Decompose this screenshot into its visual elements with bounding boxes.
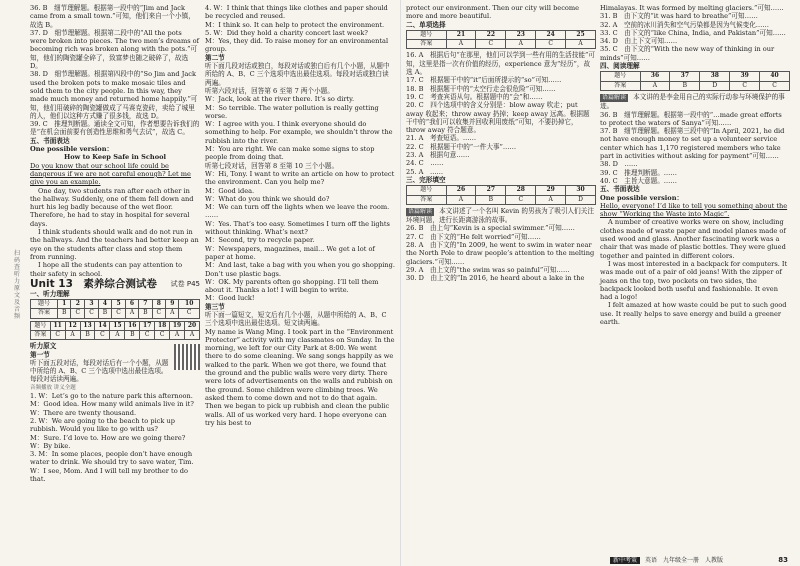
table-cell: 38 bbox=[700, 72, 730, 81]
table-cell: 24 bbox=[536, 30, 566, 39]
table-cell: 29 bbox=[536, 186, 566, 195]
essay-title: How to Keep Safe in School bbox=[63, 153, 167, 162]
table-cell: 3 bbox=[85, 300, 99, 309]
footer bbox=[610, 555, 723, 564]
essay-2-intro: Hello, everyone! I’d like to tell you something about the show “Working the Waste into Magic”. bbox=[600, 201, 788, 219]
table-cell: B bbox=[98, 309, 111, 318]
essay-paragraph: A number of creative works were on show, including clothes made of waste paper and model planes made of used wood and glass. Another fascinating work was a chair that was made of plastic bottles. They were glued together and painted in different colors. bbox=[600, 218, 786, 260]
part-2-label: 第二节 bbox=[205, 53, 225, 62]
answer-item: 36. B 细节理解题。根据第一段中的“Jim and Jack came from a small town.”可知，他们来自一个小镇，故选 B。 bbox=[30, 4, 195, 29]
table-cell: A bbox=[125, 309, 138, 318]
answer-item: 39. C 推理判断题。…… bbox=[600, 168, 677, 177]
cloze-explanations-cont bbox=[600, 4, 790, 62]
table-row-label: 题号 bbox=[31, 300, 58, 309]
dialog-line: M：Good luck! bbox=[205, 294, 255, 303]
table-cell: 10 bbox=[179, 300, 200, 309]
possible-version-label-2: One possible version： bbox=[600, 193, 684, 202]
dialog-line: 1. W：Let’s go to the nature park this afternoon. bbox=[30, 392, 193, 401]
part-3-label: 第三节 bbox=[205, 302, 225, 311]
footer-brand: 新中考策 bbox=[610, 557, 640, 564]
table-cell: 13 bbox=[80, 321, 95, 330]
table-cell: C bbox=[112, 309, 126, 318]
answer-item: 40. C 主旨大意题。…… bbox=[600, 176, 677, 185]
table-cell: 27 bbox=[476, 186, 506, 195]
answer-item: 32. A 空前的冰川消失和空气污染都是因为气候变化…… bbox=[600, 20, 769, 29]
dialog-line: M：You are right. We can make some signs to stop people from doing that. bbox=[205, 145, 375, 162]
table-row-label: 答案 bbox=[601, 81, 641, 90]
column-divider bbox=[400, 0, 401, 566]
table-row-label: 答案 bbox=[31, 330, 51, 339]
table-cell: 17 bbox=[140, 321, 155, 330]
listening-heading: 一、听力理解 bbox=[30, 289, 70, 298]
part-1-label: 第一节 bbox=[30, 350, 50, 359]
section-single-choice: 二、单项选择 bbox=[406, 20, 446, 29]
table-cell: C bbox=[71, 309, 85, 318]
table-cell: B bbox=[125, 330, 140, 339]
answer-item: 22. C 根据题干中的“一件大事”…… bbox=[406, 142, 517, 151]
answer-item: 18. B 根据题干中的“太空行走会很危险”可知…… bbox=[406, 84, 556, 93]
table-cell: B bbox=[80, 330, 95, 339]
dialog-line: W：Yes. That’s too easy. Sometimes I turn off the lights without thinking. What’s next? bbox=[205, 219, 390, 237]
answer-item: 35. C 由下文的“With the new way of thinking in our minds”可知…… bbox=[600, 45, 775, 62]
table-cell: A bbox=[536, 195, 566, 204]
answer-item: Himalayas. It was formed by melting glaciers.”可知…… bbox=[600, 4, 784, 12]
cloze-explanations bbox=[406, 224, 596, 282]
table-row-label: 题号 bbox=[407, 30, 447, 39]
table-cell: C bbox=[760, 81, 790, 90]
table-cell: C bbox=[730, 81, 760, 90]
dialog-line: M：Good idea. bbox=[205, 186, 255, 195]
table-cell: A bbox=[185, 330, 200, 339]
table-cell: 14 bbox=[95, 321, 110, 330]
single-choice-explanations bbox=[406, 51, 596, 175]
essay-2-body bbox=[600, 218, 790, 326]
dialog-line: 3. M：In some places, people don’t have enough water to drink. We should try to save water, Tim. bbox=[30, 450, 194, 467]
answer-table-1-10 bbox=[30, 299, 200, 319]
dialog-line: 4. W：I think that things like clothes and paper should be recycled and reused. bbox=[205, 4, 388, 21]
table-cell: A bbox=[170, 330, 185, 339]
table-cell: A bbox=[65, 330, 80, 339]
table-cell: C bbox=[536, 40, 566, 49]
table-cell: A bbox=[110, 330, 125, 339]
answer-item: 24. C …… bbox=[406, 159, 444, 168]
table-cell: C bbox=[50, 330, 65, 339]
reading-tag: 语篇解读 bbox=[602, 93, 627, 101]
answer-item: 39. C 推理判断题。通读全文可知，作者想要告诉我们的是“在机会面前要有创造性思维和勇气去试”，故选 C。 bbox=[30, 120, 200, 137]
passage-end: protect our environment. Then our city will become more and more beautiful. bbox=[406, 4, 580, 21]
dialog-line: W：By bike. bbox=[30, 441, 71, 450]
essay-intro: Do you know that our school life could be dangerous if we are not careful enough? Let me give you an example. bbox=[30, 161, 191, 187]
summary-tag: 语篇解读 bbox=[408, 207, 433, 215]
reading-summary bbox=[600, 93, 790, 111]
dialog-line: M：I think so. It can help to protect the environment. bbox=[205, 20, 385, 29]
table-cell: 16 bbox=[125, 321, 140, 330]
footer-text: 英语 九年级全一册 人教版 bbox=[644, 557, 723, 564]
table-cell: 15 bbox=[110, 321, 125, 330]
table-cell: 5 bbox=[112, 300, 126, 309]
section-writing: 五、书面表达 bbox=[30, 136, 70, 145]
table-cell: A bbox=[166, 309, 179, 318]
table-cell: 19 bbox=[170, 321, 185, 330]
answer-item: 28. A 由下文的“In 2009, he went to swim in water near the North Pole to draw people’s attention to the melting glaciers.”可知…… bbox=[406, 241, 595, 266]
unit-page-ref: 试卷 P45 bbox=[170, 279, 200, 288]
section-reading: 四、阅读理解 bbox=[600, 62, 640, 71]
table-cell: 1 bbox=[58, 300, 71, 309]
dialog-line: W：There are twenty thousand. bbox=[30, 408, 137, 417]
answer-table-11-20 bbox=[30, 321, 200, 341]
dialog-line: 2. W：We are going to the beach to pick up rubbish. Would you like to go with us? bbox=[30, 416, 175, 434]
dialog-line: W：I agree with you. I think everyone should do something to help. For example, we shouldn’t throw the rubbish into the river. bbox=[205, 120, 393, 145]
answer-item: 23. A 根据句意…… bbox=[406, 151, 470, 160]
passage-summary bbox=[406, 207, 596, 225]
table-cell: C bbox=[152, 309, 166, 318]
table-cell: A bbox=[506, 40, 536, 49]
table-cell: B bbox=[139, 309, 152, 318]
dialog-line: M：And last, take a bag with you when you go shopping. Don’t use plastic bags. bbox=[205, 261, 395, 278]
table-cell: 25 bbox=[566, 30, 596, 39]
table-row-label: 题号 bbox=[601, 72, 641, 81]
sub-instruction-2: 听第七段对话，回答第 8 至第 10 三个小题。 bbox=[205, 161, 339, 170]
column-2 bbox=[205, 4, 395, 427]
answer-item: 37. B 细节理解题。根据第三段中的“In April, 2021, he did not have enough money to set up a volunteer service center which has 1,170 registered members who take part in activities without asking for payment”可知…… bbox=[600, 127, 785, 161]
answer-item: 34. D 由上下文可知…… bbox=[600, 37, 678, 46]
passage-text: My name is Wang Ming. I took part in the “Environment Protector” activity with my classmates on Sunday. In the morning, we left for our City Park at 8:00. We went there to do some cleaning. We sang songs happily as we walked to the park. When we got there, we found that the ground and the public walls were very dirty. There were lots of advertisements on the walls and rubbish on the ground. Some children were climbing trees. We asked them to come down and not to do that again. Then we began to pick up rubbish and clean the public walls. All of us worked very hard. I hope everyone can try his best to bbox=[205, 327, 395, 427]
table-cell: 40 bbox=[760, 72, 790, 81]
dialog-line: W：OK. My parents often go shopping. I’ll tell them about it. Thanks a lot! I will begin to write. bbox=[205, 277, 379, 295]
table-row-label: 答案 bbox=[407, 195, 447, 204]
table-cell: 39 bbox=[730, 72, 760, 81]
dialog-line: 5. W：Did they hold a charity concert last week? bbox=[205, 28, 368, 37]
table-cell: A bbox=[566, 40, 596, 49]
table-cell: C bbox=[155, 330, 170, 339]
audio-heading: 听力原文 bbox=[30, 342, 57, 351]
table-row-label: 题号 bbox=[31, 321, 51, 330]
answer-item: 29. A 由上文的“the swim was so painful”可知…… bbox=[406, 265, 570, 274]
answer-item: 25. A …… bbox=[406, 167, 444, 176]
table-cell: 6 bbox=[125, 300, 138, 309]
part-3-desc: 听下面一篇短文，短文后有几个小题，从题中所给的 A、B、C 三个选项中选出最佳选项。短文读两遍。 bbox=[205, 310, 387, 328]
table-cell: 4 bbox=[98, 300, 111, 309]
answer-item: 17. C 根据题干中的“it”后面所提示的“so”可知…… bbox=[406, 76, 562, 85]
table-cell: 7 bbox=[139, 300, 152, 309]
dialog-line: M：Second, try to recycle paper. bbox=[205, 236, 315, 245]
answer-item: 27. C 由下文的“He felt worried”可知…… bbox=[406, 232, 541, 241]
answer-table-36-40 bbox=[600, 71, 790, 91]
essay-paragraph: One day, two students ran after each other in the hallway. Suddenly, one of them fell down and hurt his leg badly because of the wet floor. Therefore, he had to stay in hospital for several days. bbox=[30, 186, 194, 228]
dialog-line: W：Newspapers, magazines, mail... We get a lot of paper at home. bbox=[205, 244, 375, 261]
table-cell: C bbox=[85, 309, 99, 318]
table-row-label: 题号 bbox=[407, 186, 447, 195]
reading-explanations bbox=[600, 111, 790, 186]
table-cell: C bbox=[506, 195, 536, 204]
table-cell: 28 bbox=[506, 186, 536, 195]
sub-instruction-1: 听第六段对话，回答第 6 至第 7 两个小题。 bbox=[205, 86, 334, 95]
dialog-line: M：We can turn off the lights when we leave the room. …… bbox=[205, 203, 390, 220]
essay-paragraph: I felt amazed at how waste could be put to such good use. It really helps to save energy and build a greener earth. bbox=[600, 301, 787, 326]
section-cloze: 三、完形填空 bbox=[406, 175, 446, 184]
answer-item: 36. B 细节理解题。根据第一段中的“…made great efforts to protect the waters of Sanya”可知…… bbox=[600, 110, 782, 127]
table-cell: 12 bbox=[65, 321, 80, 330]
table-cell: C bbox=[95, 330, 110, 339]
part-1-desc: 听下面五段对话，每段对话后有一个小题，从题中所给的 A、B、C 三个选项中选出最佳选项。每段对话读两遍。 bbox=[30, 358, 169, 384]
answer-table-21-25 bbox=[406, 30, 596, 50]
table-cell: B bbox=[58, 309, 71, 318]
dialog-line: M：So terrible. The water pollution is really getting worse. bbox=[205, 103, 379, 120]
answer-item: 19. C 考查宾语从句。根据题中的“会”和…… bbox=[406, 92, 543, 101]
reading-summary-text: 本文讲的是李金用自己的实际行动参与环境保护的事迹。 bbox=[600, 92, 785, 111]
table-cell: 18 bbox=[155, 321, 170, 330]
column-3 bbox=[406, 4, 596, 283]
table-cell: D bbox=[700, 81, 730, 90]
answer-item: 21. A 考查短语。…… bbox=[406, 134, 477, 143]
table-row-label: 答案 bbox=[407, 40, 447, 49]
answer-item: 20. C 四个选项中的含义分别是：blow away 吹走；put away 收起来；throw away 扔掉；keep away 远离。根据题干中的“我们可以收集并回收利用废纸”可知，不要扔掉它，throw away 符合题意。 bbox=[406, 101, 590, 135]
table-cell: 21 bbox=[446, 30, 476, 39]
table-cell: 22 bbox=[476, 30, 506, 39]
table-cell: 2 bbox=[71, 300, 85, 309]
summary-text: 本文讲述了一个名叫 Kevin 的男孩为了吸引人们关注环境问题，进行长距离游泳的故事。 bbox=[406, 206, 594, 225]
column-1 bbox=[30, 4, 200, 483]
table-cell: A bbox=[446, 40, 476, 49]
table-cell: 20 bbox=[185, 321, 200, 330]
table-cell: C bbox=[179, 309, 200, 318]
table-cell: C bbox=[476, 40, 506, 49]
table-cell: 37 bbox=[670, 72, 700, 81]
table-cell: B bbox=[670, 81, 700, 90]
dialog-line: W：I see, Mom. And I will tell my brother to do that. bbox=[30, 466, 188, 484]
answer-table-26-30 bbox=[406, 185, 596, 205]
table-cell: 26 bbox=[446, 186, 476, 195]
column-4 bbox=[600, 4, 790, 326]
essay-body bbox=[30, 187, 200, 278]
essay-paragraph: I hope all the students can pay attention to their safety in school. bbox=[30, 261, 183, 278]
part-2-desc: 听下面几段对话或独白，每段对话或独白后有几个小题，从题中所给的 A、B、C 三个选项中选出最佳选项。每段对话或独白读两遍。 bbox=[205, 62, 390, 87]
answer-item: 30. D 由上文的“In 2016, he heard about a lake in the bbox=[406, 274, 585, 283]
answer-item: 37. D 细节理解题。根据第二段中的“All the pots were broken into pieces. The two men’s dreams of becoming rich was broken along with the pots.”可知，他们的陶瓷罐全碎了，致富梦也随之破碎了，故选 D。 bbox=[30, 28, 200, 71]
table-row-label: 答案 bbox=[31, 309, 58, 318]
answer-item: 16. A 根据后句“在那里，他们可以学到一些有用的生活技能”可知，这里是指一次有价值的经历，experience 意为“经历”，故选 A。 bbox=[406, 51, 595, 77]
dialog-line: W：What do you think we should do? bbox=[205, 194, 330, 203]
qr-caption: 音频播放 讲义全题 bbox=[30, 384, 76, 391]
dialog-line: M：Yes, they did. To raise money for an environmental group. bbox=[205, 37, 389, 54]
essay-paragraph: I think students should walk and do not run in the hallways. And the teachers had better keep an eye on the students after class and stop them from running. bbox=[30, 228, 199, 261]
dialog-line: M：Sure. I’d love to. How are we going there? bbox=[30, 433, 186, 442]
answers-36-39 bbox=[30, 4, 200, 137]
possible-version-label: One possible version： bbox=[30, 145, 114, 154]
dialog-4-5 bbox=[205, 4, 395, 54]
dialog-line: W：Jack, look at the river there. It’s so dirty. bbox=[205, 95, 355, 104]
answer-item: 26. B 由上句“Kevin is a special swimmer.”可知…… bbox=[406, 224, 575, 233]
dialog-list bbox=[30, 392, 200, 483]
section-writing-2: 五、书面表达 bbox=[600, 185, 640, 194]
table-cell: B bbox=[476, 195, 506, 204]
answer-item: 38. D 细节理解题。根据第四段中的“So Jim and Jack used the broken pots to make mosaic tiles and sold them to the city people. In this way, they made much money and returned home happily.”可知，他们用破碎的陶瓷罐做成了马赛克瓷砖，卖给了城里的人，他们以这种方式赚了很多钱，故选 D。 bbox=[30, 70, 198, 120]
answer-item: 38. D …… bbox=[600, 160, 638, 169]
table-cell: 11 bbox=[50, 321, 65, 330]
table-cell: 23 bbox=[506, 30, 536, 39]
answer-item: 31. B 由下文的“it was hard to breathe”可知…… bbox=[600, 12, 758, 21]
unit-title: Unit 13 素养综合测试卷 bbox=[30, 277, 157, 290]
qr-code-icon[interactable] bbox=[174, 344, 200, 370]
table-cell: A bbox=[446, 195, 476, 204]
answer-item: 33. C 由下文的“like China, India, and Pakistan”可知…… bbox=[600, 28, 786, 37]
table-cell: C bbox=[140, 330, 155, 339]
dialog-7 bbox=[205, 170, 395, 303]
dialog-line: W：Hi, Tony. I want to write an article on how to protect the environment. Can you help me? bbox=[205, 169, 395, 187]
table-cell: 36 bbox=[640, 72, 670, 81]
side-vertical-note: 扫码 查听 力原 文及 音频 bbox=[14, 250, 21, 320]
dialog-line: M：Good idea. How many wild animals live in it? bbox=[30, 400, 194, 409]
essay-paragraph: I was most interested in a backpack for computers. It was made out of a pair of old jeans! With the zipper of jeans on the top, two pockets on two sides, the backpack looked both useful and fashionable. It even had a logo! bbox=[600, 259, 788, 302]
table-cell: 30 bbox=[566, 186, 596, 195]
page-number: 83 bbox=[778, 556, 788, 564]
table-cell: A bbox=[640, 81, 670, 90]
table-cell: 8 bbox=[152, 300, 166, 309]
dialog-6 bbox=[205, 95, 395, 161]
table-cell: 9 bbox=[166, 300, 179, 309]
table-cell: D bbox=[566, 195, 596, 204]
unit-header bbox=[30, 278, 200, 290]
